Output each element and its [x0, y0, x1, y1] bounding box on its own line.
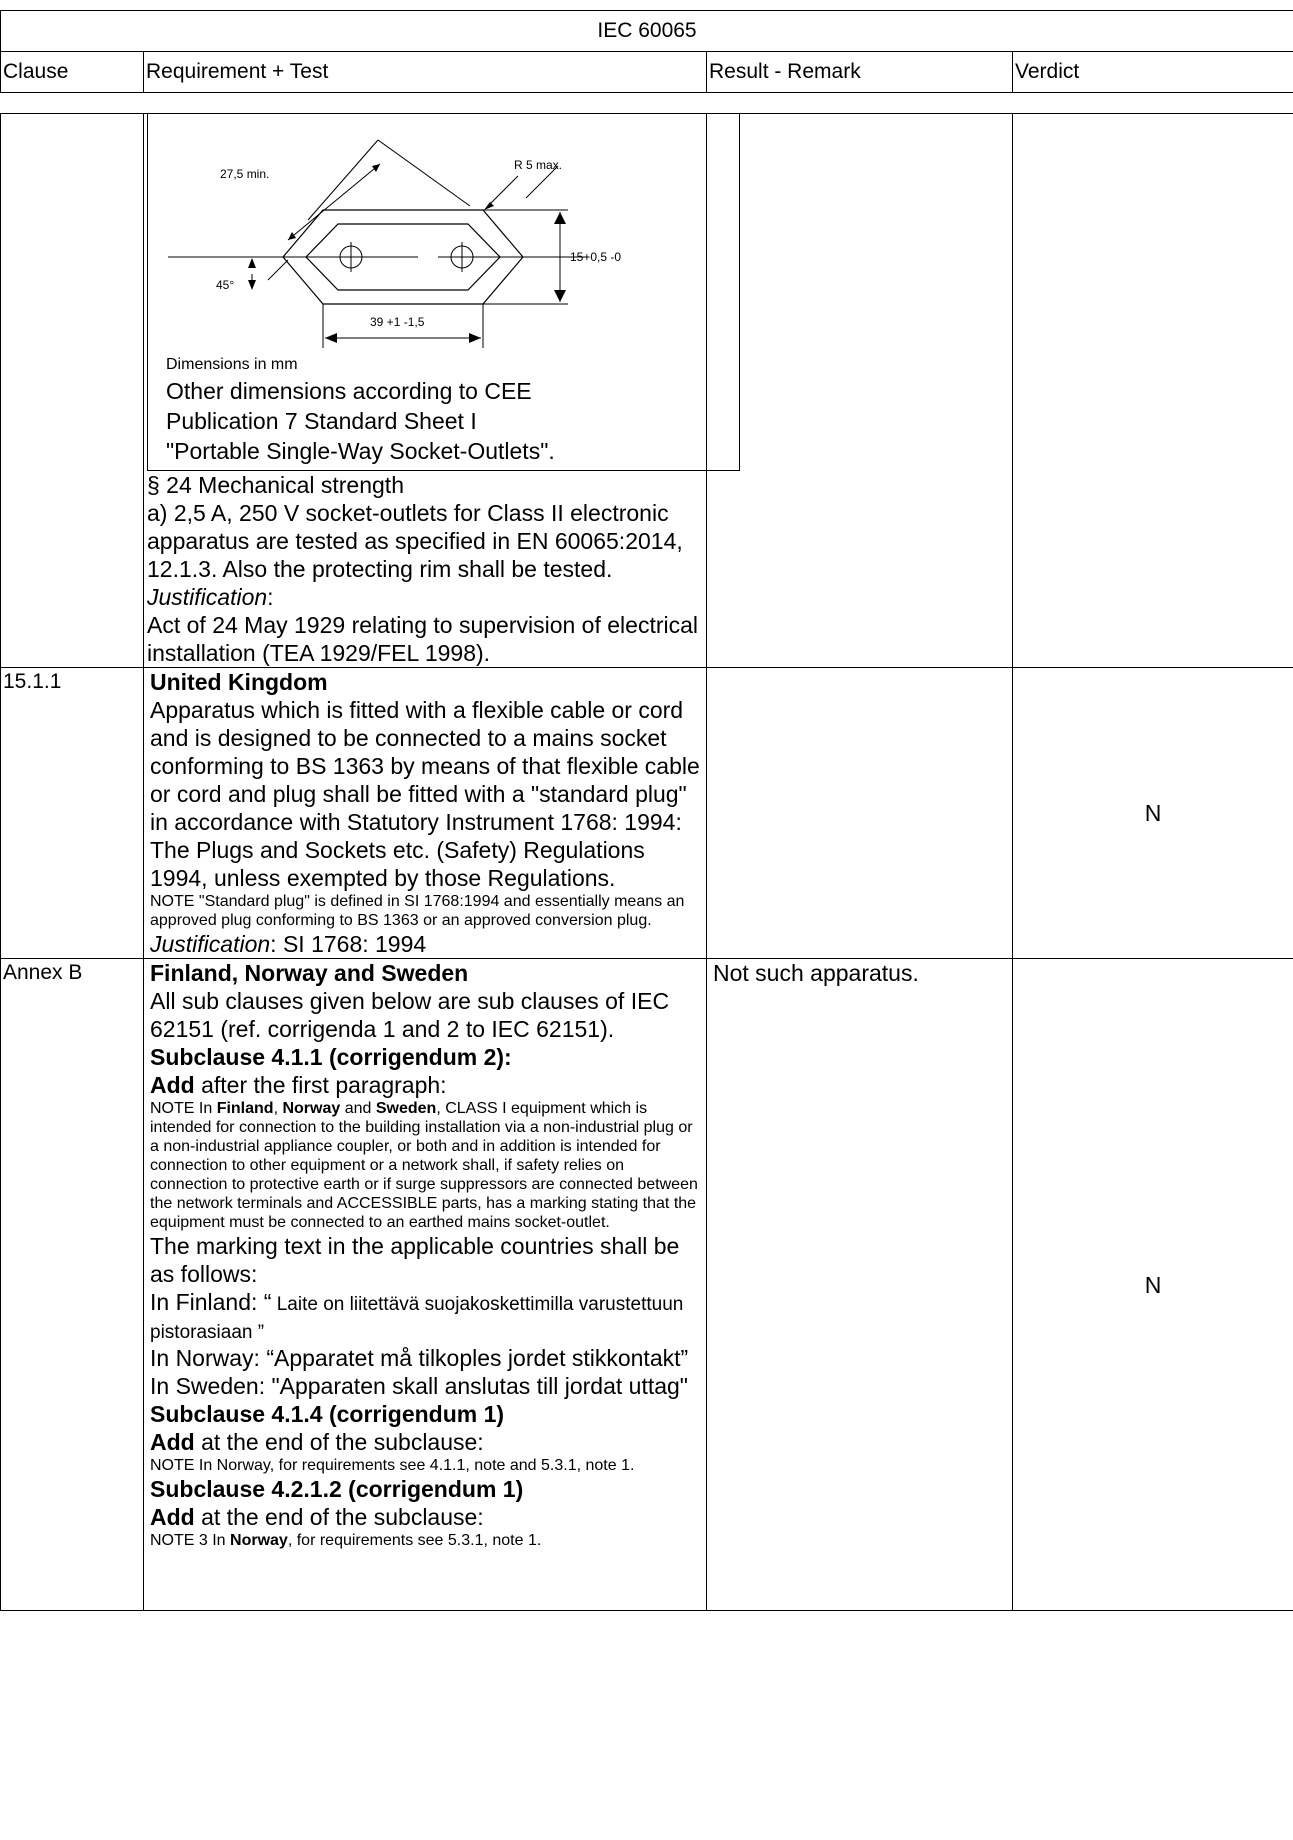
requirement-text: Apparatus which is fitted with a flexible cable or cord and is designed to be connected to a mains socket conforming to BS 1363 by means of that flexible cable or cord and plug shall be fitted with a "standard plug" in accordance with Statutory Instrument 1768: 1994: The Plugs and Sockets etc. (Safety) Regulations 1994, unless exempted by those Regulations. [150, 697, 700, 891]
requirement-cell [144, 668, 707, 959]
note-fragment: and [340, 1100, 376, 1117]
verdict-cell: N [1013, 959, 1293, 1611]
justification-text: Act of 24 May 1929 relating to supervision of electrical installation (TEA 1929/FEL 1998). [147, 612, 699, 666]
marking-text: The marking text in the applicable countries shall be as follows: [150, 1233, 680, 1287]
requirement-cell [144, 959, 707, 1611]
subclause-heading: Subclause 4.1.4 (corrigendum 1) [150, 1401, 505, 1427]
note-text: NOTE "Standard plug" is defined in SI 1768:1994 and essentially means an approved plug conforming to BS 1363 or an approved conversion plug. [150, 893, 685, 929]
justification-line [150, 930, 700, 958]
norway-marking: In Norway: “Apparatet må tilkoples jordet stikkontakt” [150, 1345, 689, 1371]
add-keyword: Add [150, 1429, 195, 1455]
standard-title: IEC 60065 [1, 11, 1293, 52]
column-header-requirement: Requirement + Test [144, 52, 707, 93]
justification-colon: : [267, 584, 274, 610]
add-instruction [150, 1428, 700, 1456]
column-header-result: Result - Remark [707, 52, 1013, 93]
table-row [1, 959, 1293, 1611]
dimension-label-15: 15+0,5 -0 [570, 250, 622, 264]
mechanical-strength-heading: § 24 Mechanical strength [147, 472, 404, 498]
add-instruction [150, 1503, 700, 1531]
add-rest: at the end of the subclause: [194, 1504, 484, 1530]
add-instruction [150, 1071, 700, 1099]
dimension-label-27-5: 27,5 min. [220, 167, 270, 181]
clause-cell: Annex B [1, 959, 144, 1611]
note-country-norway: Norway [230, 1532, 288, 1549]
add-rest: after the first paragraph: [194, 1072, 447, 1098]
justification-label: Justification [150, 931, 271, 957]
justification-line [147, 583, 700, 611]
verdict-cell [1013, 114, 1293, 668]
verdict-cell: N [1013, 668, 1293, 959]
other-dimensions-line: Publication 7 Standard Sheet I [166, 408, 477, 434]
dimension-label-45: 45° [216, 278, 235, 292]
note-fragment: NOTE 3 In [150, 1532, 231, 1549]
note-text: NOTE In Norway, for requirements see 4.1.1, note and 5.3.1, note 1. [150, 1457, 635, 1474]
dimension-label-39: 39 +1 -1,5 [370, 315, 425, 329]
sweden-marking: In Sweden: "Apparaten skall anslutas till jordat uttag" [150, 1373, 688, 1399]
mechanical-strength-text: a) 2,5 A, 250 V socket-outlets for Class II electronic apparatus are tested as specified in EN 60065:2014, 12.1.3. Also the protecting rim shall be tested. [147, 500, 683, 582]
dimension-label-r5: R 5 max. [514, 158, 563, 172]
figure-box [147, 113, 740, 471]
column-header-verdict: Verdict [1013, 52, 1293, 93]
note-fragment: NOTE In [150, 1100, 217, 1117]
header-table [0, 10, 1293, 93]
note-country-norway: Norway [282, 1100, 341, 1117]
finland-prefix: In Finland: “ [150, 1289, 272, 1315]
country-heading: United Kingdom [150, 669, 328, 695]
justification-text: : SI 1768: 1994 [270, 931, 427, 957]
other-dimensions-line: Other dimensions according to CEE [166, 378, 532, 404]
clause-cell [1, 114, 144, 668]
note-country-finland: Finland [216, 1100, 274, 1117]
intro-text: All sub clauses given below are sub clauses of IEC 62151 (ref. corrigenda 1 and 2 to IEC 62151). [150, 988, 670, 1042]
table-row [1, 114, 1293, 668]
table-row [1, 668, 1293, 959]
dimensions-note: Dimensions in mm [166, 356, 298, 373]
justification-label: Justification [147, 584, 268, 610]
result-cell: Not such apparatus. [707, 959, 1013, 1611]
requirement-cell [144, 114, 707, 668]
note-fragment: , CLASS I equipment which is intended for connection to the building installation via a non-industrial plug or a non-industrial appliance coupler, or both and in addition is intended for connection to other equipment or a network shall, if safety relies on connection to protective earth or if surge suppressors are connected between the network terminals and ACCESSIBLE parts, has a marking stating that the equipment must be connected to an earthed mains socket-outlet. [150, 1100, 698, 1231]
subclause-heading: Subclause 4.2.1.2 (corrigendum 1) [150, 1476, 524, 1502]
socket-outlet-drawing [148, 120, 708, 350]
clause-cell: 15.1.1 [1, 668, 144, 959]
finland-marking [150, 1288, 700, 1344]
note-country-sweden: Sweden [375, 1100, 437, 1117]
column-header-clause: Clause [1, 52, 144, 93]
note-text [150, 1531, 700, 1550]
result-cell [707, 114, 1013, 668]
requirements-table [0, 113, 1293, 1611]
note-fragment: , for requirements see 5.3.1, note 1. [287, 1532, 542, 1549]
finland-text: Laite on liitettävä suojakoskettimilla varustettuun pistorasiaan ” [150, 1294, 684, 1343]
add-keyword: Add [150, 1072, 195, 1098]
note-fragment: , [273, 1100, 283, 1117]
other-dimensions-line: "Portable Single-Way Socket-Outlets". [166, 438, 555, 464]
note-text [150, 1099, 700, 1232]
subclause-heading: Subclause 4.1.1 (corrigendum 2): [150, 1044, 512, 1070]
add-keyword: Add [150, 1504, 195, 1530]
result-cell [707, 668, 1013, 959]
add-rest: at the end of the subclause: [194, 1429, 484, 1455]
country-heading: Finland, Norway and Sweden [150, 960, 469, 986]
